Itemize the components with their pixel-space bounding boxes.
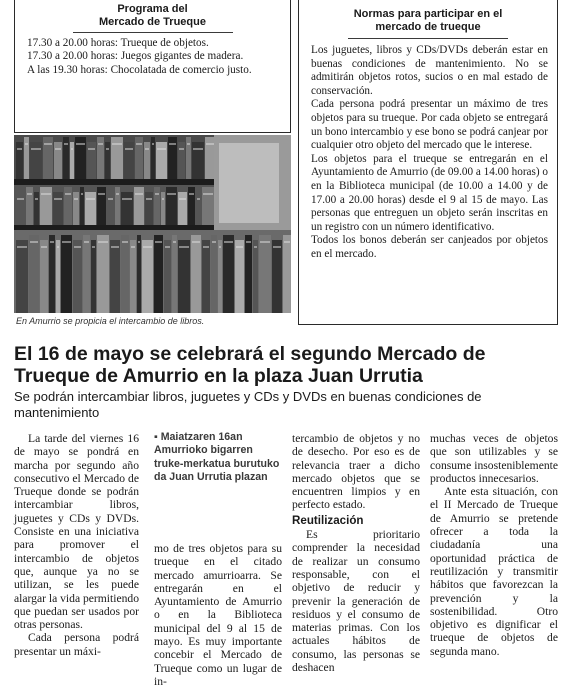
divider xyxy=(348,38,508,39)
paragraph: Es prioritario comprender la necesidad de realizar un consumo responsable, con el objetivo de reducir y prevenir la generación de residuos y el consumo de materias primas. Con los actuales hábitos de consumo, las personas se deshacen xyxy=(292,528,420,675)
program-items xyxy=(15,37,290,77)
paragraph: muchas veces de objetos que son utilizables y se consume insosteniblemente productos innecesarios. xyxy=(430,432,558,485)
program-box xyxy=(14,0,291,133)
paragraph: Ante esta situación, con el II Mercado de Trueque de Amurrio se pretende ofrecer a toda la ciudadanía una oportunidad práctica de reutilización y transmitir hábitos que favorezcan la prevención y la sostenibilidad. Otro objetivo es dignificar el trueque de objetos de segunda mano. xyxy=(430,485,558,658)
divider xyxy=(73,32,233,33)
article-column-3 xyxy=(292,432,420,674)
program-item: 17.30 a 20.00 horas: Juegos gigantes de madera. xyxy=(27,50,244,63)
program-box-title: Programa del Mercado de Trueque xyxy=(99,3,206,28)
paragraph: tercambio de objetos y no de desecho. Por eso es de relevancia traer a dicho mercado objetos que se encuentren limpios y en perfecto estado. xyxy=(292,432,420,512)
paragraph: La tarde del viernes 16 de mayo se pondrá en marcha por segundo año consecutivo el Mercado de Trueque donde se podrán intercambiar libros, juguetes y CDs y DVDs. Consiste en una iniciativa para promover el intercambio de objetos que, aunque ya no se utilizan, se les puede alargar la vida permitiendo que puedan ser usados por otras personas. xyxy=(14,432,140,632)
norms-paragraph: Los objetos para el trueque se entregarán en el Ayuntamiento de Amurrio (de 09.00 a 14.00 horas) o en la Biblioteca municipal (de 10.00 a 14.00 y de 17.00 a 20.00 horas) desde el 9 al 15 de mayo. Las personas que entreguen un objeto serán inscritas en un registro con un número identificativo. xyxy=(311,152,548,233)
norms-paragraph: Cada persona podrá presentar un máximo de tres objetos para su trueque. Por cada objeto se entregará un bono intercambio y ese bono se podrá canjear por cualquier otro objeto del mercado que le interese. xyxy=(311,98,548,152)
norms-box-title: Normas para participar en el mercado de trueque xyxy=(353,8,503,33)
paragraph: Cada persona podrá presentar un máxi- xyxy=(14,631,139,658)
norms-text xyxy=(299,44,557,262)
article-column-1 xyxy=(14,432,139,658)
headline: El 16 de mayo se celebrará el segundo Mercado de Trueque de Amurrio en la plaza Juan Urrutia xyxy=(14,343,486,387)
program-item: 17.30 a 20.00 horas: Trueque de objetos. xyxy=(27,37,209,49)
program-item: A las 19.30 horas: Chocolatada de comercio justo. xyxy=(27,63,252,76)
norms-box xyxy=(298,0,558,325)
photo-books xyxy=(14,135,291,313)
subtitle: Se podrán intercambiar libros, juguetes y CDs y DVDs en buenas condiciones de mantenimiento xyxy=(14,389,482,420)
paragraph: mo de tres objetos para su trueque en el citado mercado amurrioarra. Se entregarán en el Ayuntamiento de Amurrio o en la Biblioteca municipal del 9 al 15 de mayo. Es muy importante concebir el Mercado de Trueque como un lugar de in- xyxy=(154,542,282,688)
norms-paragraph: Los juguetes, libros y CDs/DVDs deberán estar en buenas condiciones de mantenimiento. No se admitirán objetos rotos, sucios o en mal estado de conservación. xyxy=(311,44,548,97)
photo-caption: En Amurrio se propicia el intercambio de libros. xyxy=(16,316,205,326)
section-heading: Reutilización xyxy=(292,513,364,527)
norms-paragraph: Todos los bonos deberán ser canjeados por objetos en el mercado. xyxy=(311,234,548,260)
bookshelf-image xyxy=(14,135,291,313)
pull-quote: ▪ Maiatzaren 16an Amurrioko bigarren truke-merkatua burutuko da Juan Urrutia plazan xyxy=(154,431,280,484)
article-column-2 xyxy=(154,542,282,688)
article-column-4 xyxy=(430,432,558,658)
